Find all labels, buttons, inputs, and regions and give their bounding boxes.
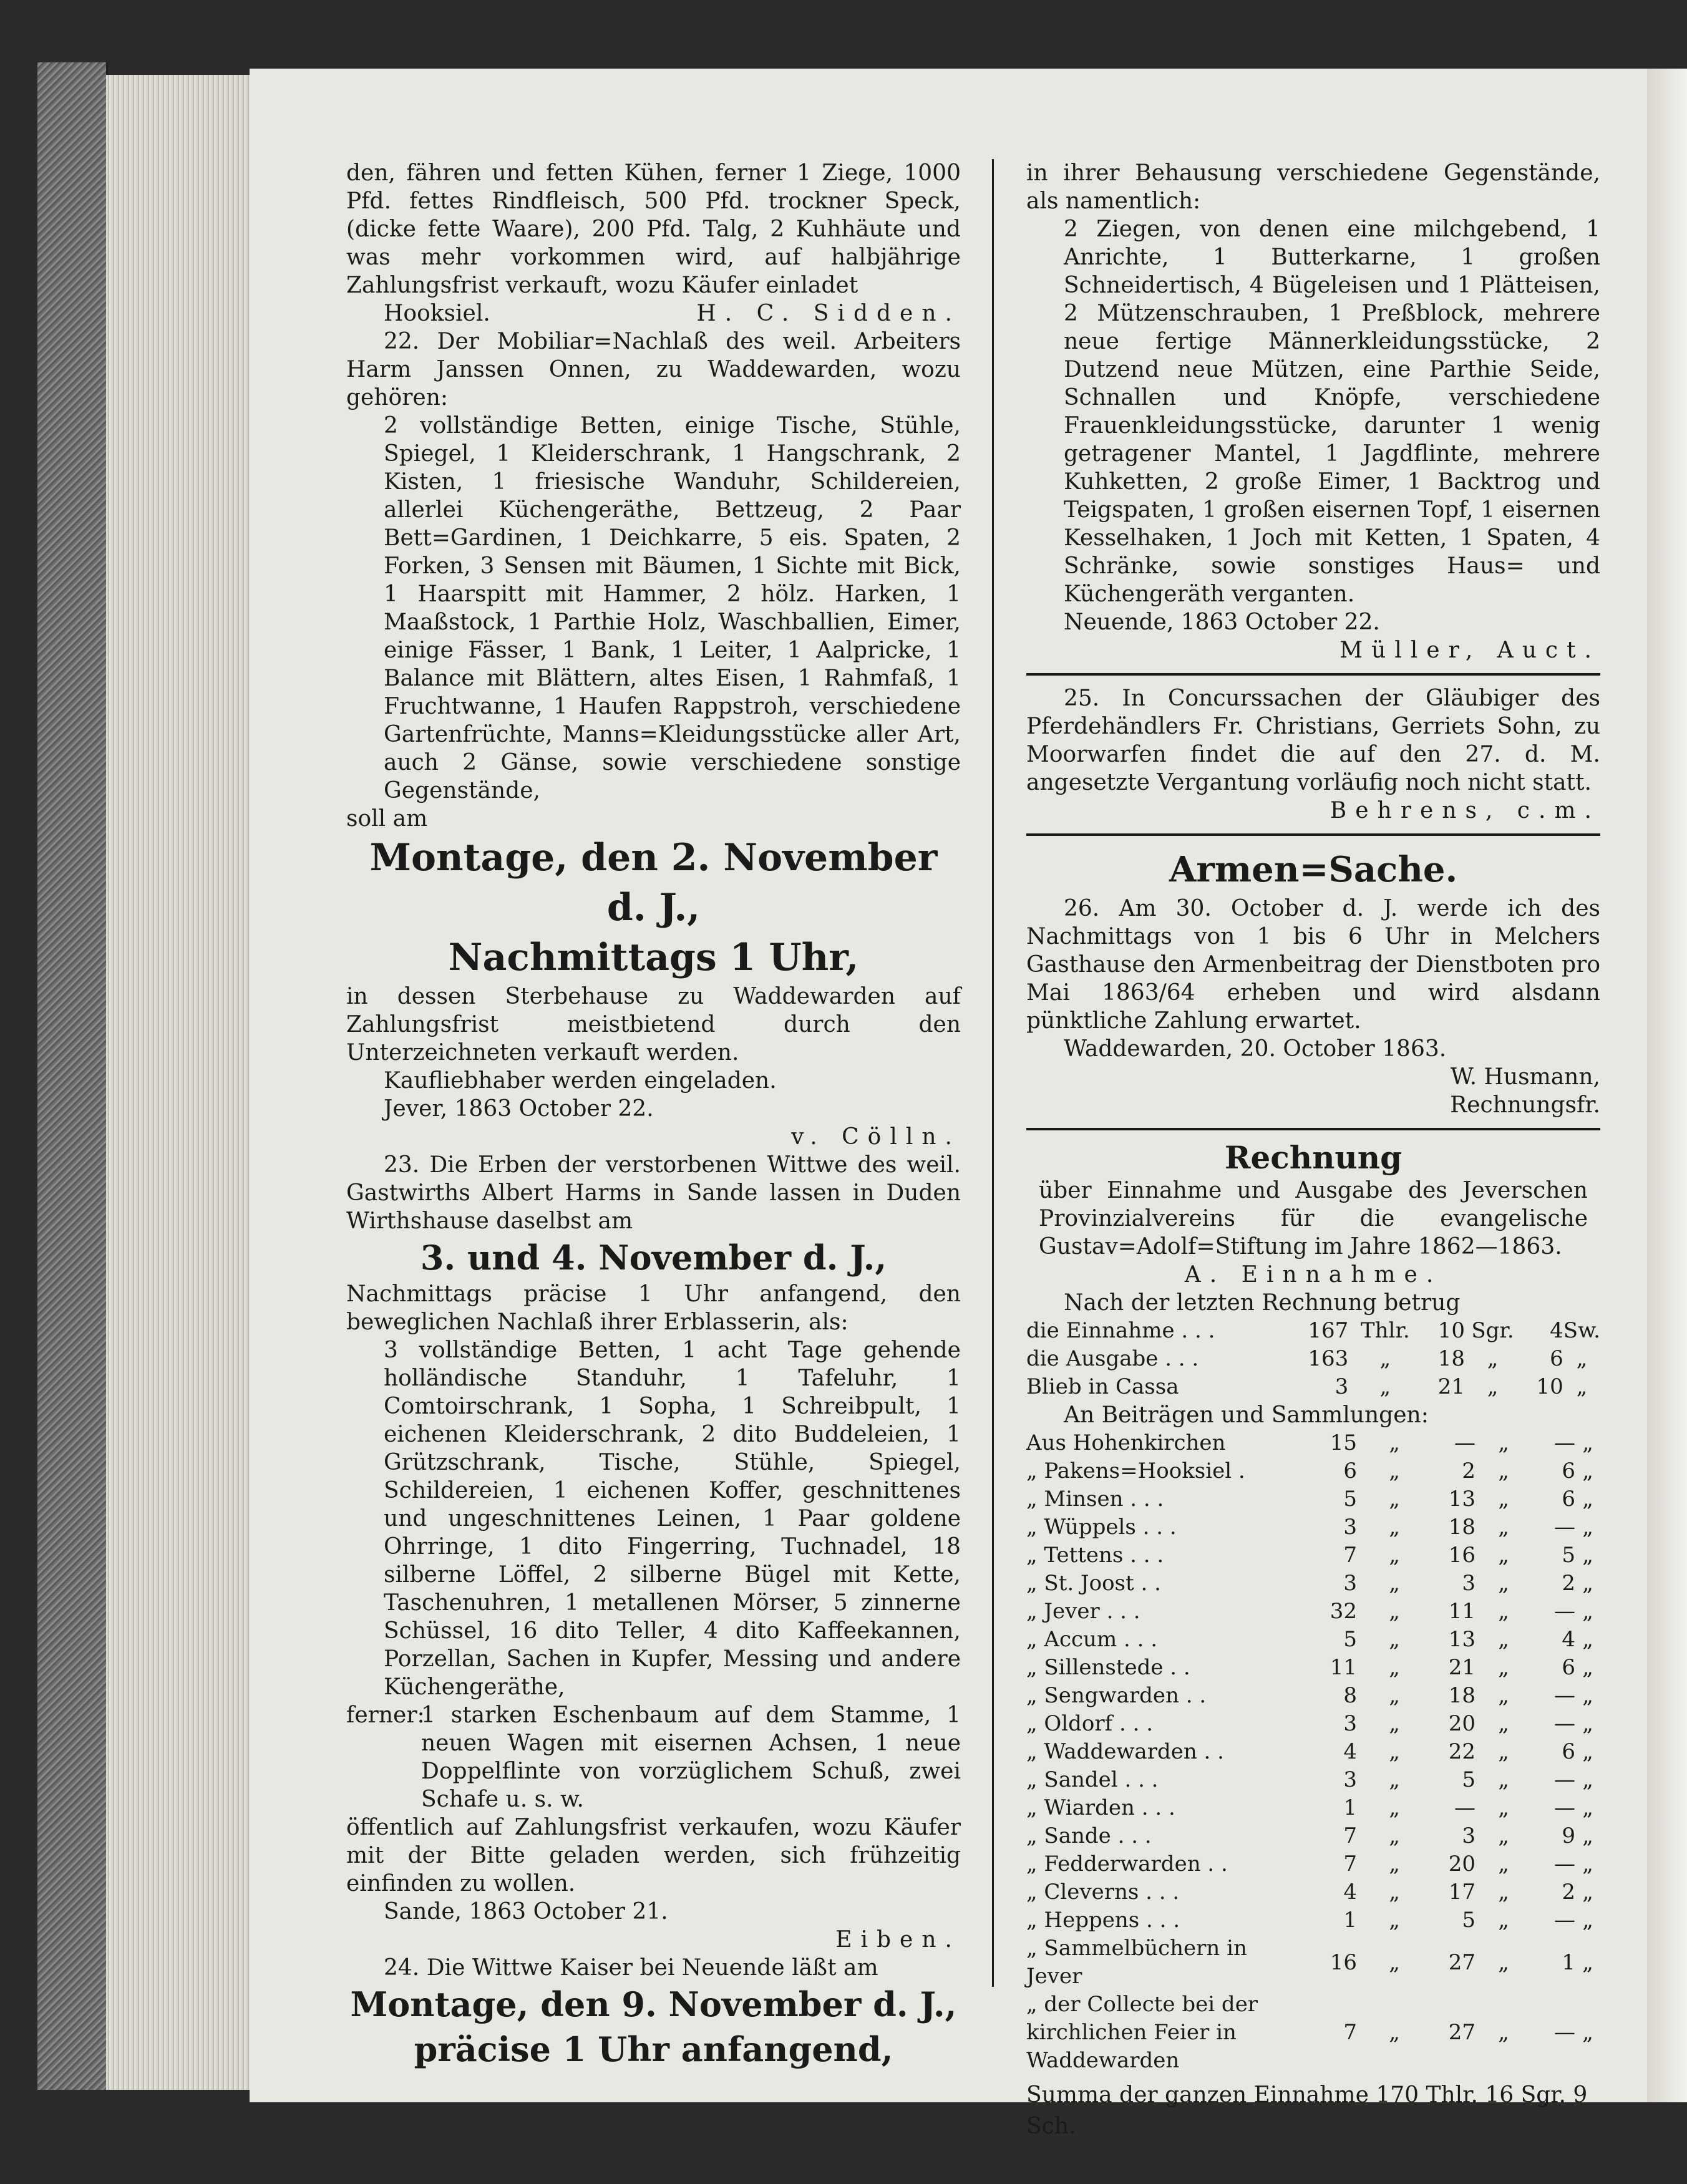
book-cover-edge bbox=[37, 62, 109, 2090]
account-cell-w: 6 bbox=[1562, 1739, 1575, 1764]
account-cell-u1: „ bbox=[1389, 1852, 1400, 1876]
notice-22-invite: Kaufliebhaber werden eingeladen. bbox=[384, 1068, 777, 1094]
account-cell-t: 15 bbox=[1330, 1430, 1357, 1455]
page-stack-edge bbox=[106, 75, 251, 2090]
notice-24-text: 24. Die Wittwe Kaiser bei Neuende läßt am bbox=[384, 1955, 878, 1981]
account-row bbox=[1026, 1682, 1600, 1710]
account-row bbox=[1026, 1570, 1600, 1598]
account-cell-u1: „ bbox=[1389, 1430, 1400, 1455]
sig-name: H. C. Sidden. bbox=[696, 301, 961, 326]
account-cell-w: — bbox=[1554, 1795, 1575, 1820]
account-cell-u2: „ bbox=[1498, 1795, 1509, 1820]
gutter-edge bbox=[1647, 69, 1687, 2102]
account-row bbox=[1026, 1654, 1600, 1682]
account-cell-u3: „ bbox=[1582, 1880, 1593, 1905]
account-cell-t: 3 bbox=[1343, 1767, 1357, 1792]
account-cell-u1: „ bbox=[1389, 1711, 1400, 1736]
account-cell-w: — bbox=[1554, 1683, 1575, 1708]
account-cell-u2: „ bbox=[1498, 1543, 1509, 1568]
account-cell-u1: „ bbox=[1389, 1627, 1400, 1652]
account-cell-u1: „ bbox=[1389, 2020, 1400, 2045]
account-cell-label: „ Sengwarden . . bbox=[1026, 1683, 1207, 1708]
account-cell-label: „ Accum . . . bbox=[1026, 1627, 1158, 1652]
account-cell-u1: „ bbox=[1389, 1908, 1400, 1933]
notice-24-date: Montage, den 9. November d. J., bbox=[350, 1984, 957, 2024]
account-cell-s: 20 bbox=[1448, 1711, 1476, 1736]
account-cell-w: — bbox=[1554, 1711, 1575, 1736]
ferner-text: 1 starken Eschenbaum auf dem Stamme, 1 neuen Wagen mit eisernen Achsen, 1 neue Doppelflinte von vorzüglichem Schuß, zwei Schafe u. s. w. bbox=[421, 1702, 961, 1812]
account-cell-t: 7 bbox=[1343, 2020, 1357, 2045]
account-cell-w: — bbox=[1554, 1852, 1575, 1876]
account-cell-label: „ Waddewarden . . bbox=[1026, 1739, 1224, 1764]
account-cell-t: 5 bbox=[1343, 1487, 1357, 1512]
account-cell-w: — bbox=[1554, 1430, 1575, 1455]
account-cell-u1: „ bbox=[1389, 1739, 1400, 1764]
account-cell-u3: „ bbox=[1582, 1683, 1593, 1708]
account-row bbox=[1026, 1317, 1600, 1345]
account-cell-u3: „ bbox=[1582, 1571, 1593, 1596]
notice-22-signature: v. Cölln. bbox=[791, 1124, 961, 1150]
account-cell-u2: „ bbox=[1498, 1458, 1509, 1483]
account-row bbox=[1026, 1345, 1600, 1373]
account-cell-t: 3 bbox=[1343, 1571, 1357, 1596]
balance-table bbox=[1026, 1317, 1600, 1401]
notice-26-text: 26. Am 30. October d. J. werde ich des Nachmittags von 1 bis 6 Uhr in Melchers Gasthause den Armenbeitrag der Dienstboten pro Mai 1863/64 erheben und wird alsdann pünktliche Zahlung erwartet. bbox=[1026, 896, 1600, 1034]
account-cell-u3: „ bbox=[1582, 1908, 1593, 1933]
notice-23-ferner bbox=[346, 1701, 961, 1813]
account-cell-u1: Thlr. bbox=[1360, 1318, 1410, 1343]
notice-26-signature-title: Rechnungsfr. bbox=[1450, 1092, 1600, 1118]
account-cell-u3: „ bbox=[1582, 1823, 1593, 1848]
account-cell-w: 6 bbox=[1562, 1487, 1575, 1512]
notice-23-text: 23. Die Erben der verstorbenen Wittwe des weil. Gastwirths Albert Harms in Sande lassen in Duden Wirthshause daselbst am bbox=[346, 1152, 961, 1234]
beitraege-line: An Beiträgen und Sammlungen: bbox=[1064, 1402, 1429, 1428]
account-cell-u3: „ bbox=[1582, 1711, 1593, 1736]
notice-22-soll: soll am bbox=[346, 806, 428, 832]
account-cell-w: 5 bbox=[1562, 1543, 1575, 1568]
account-cell-u3: „ bbox=[1582, 1430, 1593, 1455]
account-cell-u1: „ bbox=[1379, 1374, 1391, 1399]
account-cell-u3: „ bbox=[1582, 1458, 1593, 1483]
account-cell-u3: „ bbox=[1582, 1795, 1593, 1820]
account-cell-s: 5 bbox=[1462, 1908, 1476, 1933]
section-rule bbox=[1026, 833, 1600, 836]
account-cell-label: „ Pakens=Hooksiel . bbox=[1026, 1458, 1245, 1483]
account-row bbox=[1026, 1738, 1600, 1766]
account-row bbox=[1026, 1541, 1600, 1570]
notice-23-items: 3 vollständige Betten, 1 acht Tage gehende holländische Standuhr, 1 Tafeluhr, 1 Comtoirschrank, 1 Sopha, 1 Schreibpult, 1 eichenen Kleiderschrank, 2 dito Buddeleien, 1 Grützschrank, Tische, Stühle, Spiegel, Schildereien, 1 eichenen Koffer, geschnittenes und ungeschnittenes Leinen, 1 Paar goldene Ohrringe, 1 dito Fingerring, Tuchnadel, 18 silberne Löffel, 2 silberne Bügel mit Kette, Taschenuhren, 1 metallenen Mörser, 5 zinnerne Schüssel, 16 dito Teller, 4 dito Kaffeekannen, Porzellan, Sachen in Kupfer, Messing und andere Küchengeräthe, bbox=[384, 1337, 961, 1700]
account-row bbox=[1026, 1373, 1600, 1401]
account-cell-u1: „ bbox=[1389, 1823, 1400, 1848]
account-cell-s: 11 bbox=[1448, 1599, 1476, 1624]
account-cell-t: 3 bbox=[1343, 1711, 1357, 1736]
account-cell-s: 17 bbox=[1448, 1880, 1476, 1905]
account-cell-u1: „ bbox=[1389, 1515, 1400, 1540]
account-cell-u3: „ bbox=[1582, 1515, 1593, 1540]
account-cell-u3: Sw. bbox=[1563, 1318, 1600, 1343]
account-cell-u3: „ bbox=[1582, 1949, 1593, 1975]
account-cell-w: 2 bbox=[1562, 1880, 1575, 1905]
account-cell-w: 6 bbox=[1550, 1346, 1563, 1371]
notice-22-rest: in dessen Sterbehause zu Waddewarden auf Zahlungsfrist meistbietend durch den Unterzeichneten verkauft werden. bbox=[346, 984, 961, 1065]
account-cell-w: 4 bbox=[1562, 1627, 1575, 1652]
account-cell-u2: „ bbox=[1487, 1374, 1499, 1399]
account-cell-s: 3 bbox=[1462, 1571, 1476, 1596]
account-cell-label: „ Sande . . . bbox=[1026, 1823, 1152, 1848]
account-cell-u2: „ bbox=[1498, 1852, 1509, 1876]
account-row bbox=[1026, 1513, 1600, 1541]
account-cell-label: die Einnahme . . . bbox=[1026, 1318, 1215, 1343]
account-cell-u3: „ bbox=[1582, 1767, 1593, 1792]
account-cell-s: 27 bbox=[1448, 1949, 1476, 1975]
account-cell-w: 6 bbox=[1562, 1655, 1575, 1680]
account-row bbox=[1026, 1766, 1600, 1794]
account-cell-u1: „ bbox=[1389, 1655, 1400, 1680]
notice-25-text: 25. In Concurssachen der Gläubiger des Pferdehändlers Fr. Christians, Gerriets Sohn, zu Moorwarfen findet die auf den 27. d. M. angesetzte Vergantung vorläufig noch nicht statt. bbox=[1026, 686, 1600, 795]
notice-24-time: präcise 1 Uhr anfangend, bbox=[414, 2029, 893, 2069]
account-cell-t: 11 bbox=[1330, 1655, 1357, 1680]
account-row bbox=[1026, 1822, 1600, 1850]
account-cell-t: 5 bbox=[1343, 1627, 1357, 1652]
account-cell-label: „ Jever . . . bbox=[1026, 1599, 1140, 1624]
sig-place: Hooksiel. bbox=[384, 301, 490, 326]
section-a-heading: A. Einnahme. bbox=[1184, 1262, 1442, 1288]
notice-24-dateline: Neuende, 1863 October 22. bbox=[1064, 609, 1380, 635]
account-cell-s: 22 bbox=[1448, 1739, 1476, 1764]
account-cell-t: 7 bbox=[1343, 1852, 1357, 1876]
ferner-label: ferner: bbox=[346, 1702, 425, 1728]
account-row bbox=[1026, 1934, 1600, 1991]
account-cell-label: die Ausgabe . . . bbox=[1026, 1346, 1199, 1371]
rechnung-heading: Rechnung bbox=[1224, 1139, 1403, 1176]
account-cell-label: „ Minsen . . . bbox=[1026, 1487, 1164, 1512]
account-cell-label: „ Heppens . . . bbox=[1026, 1908, 1180, 1933]
notice-23-end: öffentlich auf Zahlungsfrist verkaufen, wozu Käufer mit der Bitte geladen werden, sich frühzeitig einfinden zu wollen. bbox=[346, 1815, 961, 1896]
notice-23-date: 3. und 4. November d. J., bbox=[420, 1238, 887, 1278]
account-row bbox=[1026, 1429, 1600, 1457]
account-cell-s: 13 bbox=[1448, 1627, 1476, 1652]
section-rule bbox=[1026, 673, 1600, 676]
account-cell-u3: „ bbox=[1582, 2020, 1593, 2045]
notice-22-text: 22. Der Mobiliar=Nachlaß des weil. Arbeiters Harm Janssen Onnen, zu Waddewarden, wozu gehören: bbox=[346, 329, 961, 410]
notice-21-signature bbox=[346, 299, 961, 328]
account-cell-s: 18 bbox=[1448, 1515, 1476, 1540]
notice-26-dateline: Waddewarden, 20. October 1863. bbox=[1064, 1036, 1447, 1062]
account-cell-t: 163 bbox=[1308, 1346, 1349, 1371]
account-cell-u2: „ bbox=[1498, 1683, 1509, 1708]
account-cell-u3: „ bbox=[1576, 1374, 1588, 1399]
account-cell-s: 21 bbox=[1448, 1655, 1476, 1680]
account-cell-w: — bbox=[1554, 1767, 1575, 1792]
account-cell-w: 10 bbox=[1536, 1374, 1563, 1399]
account-row bbox=[1026, 1598, 1600, 1626]
account-cell-w: — bbox=[1554, 1515, 1575, 1540]
account-cell-u3: „ bbox=[1582, 1627, 1593, 1652]
account-cell-s: 10 bbox=[1437, 1318, 1466, 1343]
account-cell-u2: Sgr. bbox=[1471, 1318, 1514, 1343]
account-cell-u2: „ bbox=[1498, 1515, 1509, 1540]
account-cell-u1: „ bbox=[1379, 1346, 1391, 1371]
account-cell-t: 4 bbox=[1343, 1739, 1357, 1764]
account-cell-s: 20 bbox=[1448, 1852, 1476, 1876]
account-cell-t: 3 bbox=[1335, 1374, 1349, 1399]
account-cell-u2: „ bbox=[1498, 1949, 1509, 1975]
notice-24-continued: in ihrer Behausung verschiedene Gegenstände, als namentlich: bbox=[1026, 160, 1600, 214]
account-cell-s: 18 bbox=[1448, 1683, 1476, 1708]
account-row bbox=[1026, 1906, 1600, 1934]
account-cell-u2: „ bbox=[1498, 1430, 1509, 1455]
column-divider bbox=[992, 159, 994, 1987]
account-cell-w: 9 bbox=[1562, 1823, 1575, 1848]
account-cell-w: — bbox=[1554, 2020, 1575, 2045]
account-cell-label: „ Wüppels . . . bbox=[1026, 1515, 1177, 1540]
account-cell-u1: „ bbox=[1389, 1949, 1400, 1975]
account-cell-s: 2 bbox=[1462, 1458, 1476, 1483]
account-cell-s: 27 bbox=[1448, 2020, 1476, 2045]
account-cell-t: 1 bbox=[1343, 1795, 1357, 1820]
account-cell-s: 21 bbox=[1437, 1374, 1466, 1399]
account-cell-u1: „ bbox=[1389, 1543, 1400, 1568]
account-cell-u3: „ bbox=[1582, 1852, 1593, 1876]
account-cell-label: „ Sandel . . . bbox=[1026, 1767, 1159, 1792]
notice-22-time: Nachmittags 1 Uhr, bbox=[448, 936, 859, 979]
account-row bbox=[1026, 1794, 1600, 1822]
account-cell-u1: „ bbox=[1389, 1458, 1400, 1483]
account-cell-w: 2 bbox=[1562, 1571, 1575, 1596]
account-cell-label: Aus Hohenkirchen bbox=[1026, 1430, 1226, 1455]
account-cell-w: 4 bbox=[1550, 1318, 1563, 1343]
notice-23-dateline: Sande, 1863 October 21. bbox=[384, 1899, 668, 1924]
account-cell-u3: „ bbox=[1582, 1599, 1593, 1624]
account-cell-u1: „ bbox=[1389, 1599, 1400, 1624]
account-cell-t: 6 bbox=[1343, 1458, 1357, 1483]
account-cell-label: „ Oldorf . . . bbox=[1026, 1711, 1154, 1736]
account-cell-u1: „ bbox=[1389, 1487, 1400, 1512]
account-cell-label: „ Fedderwarden . . bbox=[1026, 1852, 1228, 1876]
account-row bbox=[1026, 1626, 1600, 1654]
account-cell-w: — bbox=[1554, 1908, 1575, 1933]
account-cell-u2: „ bbox=[1498, 1599, 1509, 1624]
notice-23-rest: Nachmittags präcise 1 Uhr anfangend, den beweglichen Nachlaß ihrer Erblasserin, als: bbox=[346, 1281, 961, 1335]
account-cell-u3: „ bbox=[1582, 1543, 1593, 1568]
account-cell-label: „ Cleverns . . . bbox=[1026, 1880, 1180, 1905]
account-cell-u2: „ bbox=[1498, 1823, 1509, 1848]
notice-23-signature: Eiben. bbox=[835, 1927, 961, 1953]
account-cell-s: 5 bbox=[1462, 1767, 1476, 1792]
account-cell-label: „ Tettens . . . bbox=[1026, 1543, 1164, 1568]
account-cell-u2: „ bbox=[1498, 1739, 1509, 1764]
notice-22-date: Montage, den 2. November d. J., bbox=[369, 836, 938, 929]
account-cell-u2: „ bbox=[1498, 1880, 1509, 1905]
account-cell-label: „ Sillenstede . . bbox=[1026, 1655, 1190, 1680]
account-cell-s: — bbox=[1454, 1795, 1476, 1820]
account-cell-u2: „ bbox=[1498, 1767, 1509, 1792]
account-cell-w: 1 bbox=[1562, 1949, 1575, 1975]
account-cell-label: „ der Collecte bei der kirchlichen Feier in Waddewarden bbox=[1026, 1992, 1258, 2073]
account-cell-u2: „ bbox=[1498, 1655, 1509, 1680]
account-cell-u2: „ bbox=[1498, 1487, 1509, 1512]
summa-line: Summa der ganzen Einnahme 170 Thlr. 16 Sgr. 9 Sch. bbox=[1026, 2082, 1588, 2139]
account-cell-label: „ Sammelbüchern in Jever bbox=[1026, 1936, 1247, 1989]
account-cell-s: — bbox=[1454, 1430, 1476, 1455]
account-cell-u2: „ bbox=[1498, 2020, 1509, 2045]
account-cell-u1: „ bbox=[1389, 1571, 1400, 1596]
account-row bbox=[1026, 1457, 1600, 1485]
account-row bbox=[1026, 1850, 1600, 1878]
account-row bbox=[1026, 1991, 1600, 2075]
account-cell-u1: „ bbox=[1389, 1795, 1400, 1820]
account-cell-t: 3 bbox=[1343, 1515, 1357, 1540]
account-cell-t: 7 bbox=[1343, 1823, 1357, 1848]
account-cell-u1: „ bbox=[1389, 1767, 1400, 1792]
account-cell-u2: „ bbox=[1498, 1627, 1509, 1652]
account-cell-w: 6 bbox=[1562, 1458, 1575, 1483]
armen-heading: Armen=Sache. bbox=[1169, 849, 1458, 890]
account-cell-label: „ St. Joost . . bbox=[1026, 1571, 1161, 1596]
account-cell-t: 8 bbox=[1343, 1683, 1357, 1708]
account-cell-s: 18 bbox=[1437, 1346, 1466, 1371]
right-column bbox=[1026, 159, 1600, 2142]
contributions-table bbox=[1026, 1429, 1600, 2075]
account-cell-u3: „ bbox=[1582, 1655, 1593, 1680]
account-cell-s: 3 bbox=[1462, 1823, 1476, 1848]
account-cell-u2: „ bbox=[1487, 1346, 1499, 1371]
left-column bbox=[346, 159, 961, 2072]
account-cell-t: 7 bbox=[1343, 1543, 1357, 1568]
notice-24-signature: Müller, Auct. bbox=[1339, 638, 1600, 663]
account-cell-u1: „ bbox=[1389, 1683, 1400, 1708]
section-rule bbox=[1026, 1128, 1600, 1130]
rechnung-subtitle: über Einnahme und Ausgabe des Jeverschen Provinzialvereins für die evangelische Gustav=Adolf=Stiftung im Jahre 1862—1863. bbox=[1039, 1178, 1588, 1259]
account-cell-label: Blieb in Cassa bbox=[1026, 1374, 1179, 1399]
notice-24-items: 2 Ziegen, von denen eine milchgebend, 1 Anrichte, 1 Butterkarne, 1 großen Schneidertisch, 4 Bügeleisen und 1 Plätteisen, 2 Mützenschrauben, 1 Preßblock, mehrere neue fertige Männerkleidungsstücke, 2 Dutzend neue Mützen, eine Parthie Seide, Schnallen und Knöpfe, verschiedene Frauenkleidungsstücke, darunter 1 wenig getragener Mantel, 1 Jagdflinte, mehrere Kuhketten, 2 große Eimer, 1 Backtrog und Teigspaten, 1 großen eisernen Topf, 1 eisernen Kesselhaken, 1 Joch mit Ketten, 1 Spaten, 4 Schränke, sowie sonstiges Haus= und Küchengeräth verganten. bbox=[1064, 216, 1600, 607]
account-row bbox=[1026, 1485, 1600, 1513]
account-cell-u2: „ bbox=[1498, 1908, 1509, 1933]
account-cell-t: 4 bbox=[1343, 1880, 1357, 1905]
account-cell-u3: „ bbox=[1576, 1346, 1588, 1371]
account-cell-u1: „ bbox=[1389, 1880, 1400, 1905]
account-cell-t: 32 bbox=[1330, 1599, 1357, 1624]
account-row bbox=[1026, 1878, 1600, 1906]
notice-22-dateline: Jever, 1863 October 22. bbox=[384, 1096, 654, 1122]
notice-26-signature-name: W. Husmann, bbox=[1450, 1064, 1600, 1090]
account-cell-u2: „ bbox=[1498, 1571, 1509, 1596]
account-cell-t: 16 bbox=[1330, 1949, 1357, 1975]
account-cell-w: — bbox=[1554, 1599, 1575, 1624]
account-cell-t: 1 bbox=[1343, 1908, 1357, 1933]
account-cell-t: 167 bbox=[1308, 1318, 1349, 1343]
account-cell-u3: „ bbox=[1582, 1739, 1593, 1764]
account-cell-u2: „ bbox=[1498, 1711, 1509, 1736]
account-cell-s: 16 bbox=[1448, 1543, 1476, 1568]
account-cell-u3: „ bbox=[1582, 1487, 1593, 1512]
account-cell-label: „ Wiarden . . . bbox=[1026, 1795, 1175, 1820]
account-cell-s: 13 bbox=[1448, 1487, 1476, 1512]
notice-21-text: den, fähren und fetten Kühen, ferner 1 Ziege, 1000 Pfd. fettes Rindfleisch, 500 Pfd. trockner Speck, (dicke fette Waare), 200 Pfd. Talg, 2 Kuhhäute und was mehr vorkommen wird, auf halbjährige Zahlungsfrist verkauft, wozu Käufer einladet bbox=[346, 160, 961, 298]
notice-25-signature: Behrens, c.m. bbox=[1330, 798, 1600, 823]
account-row bbox=[1026, 1710, 1600, 1738]
nach-line: Nach der letzten Rechnung betrug bbox=[1064, 1290, 1461, 1316]
notice-22-items: 2 vollständige Betten, einige Tische, Stühle, Spiegel, 1 Kleiderschrank, 1 Hangschrank, 2 Kisten, 1 friesische Wanduhr, Schildereien, allerlei Küchengeräthe, Bettzeug, 2 Paar Bett=Gardinen, 1 Deichkarre, 5 eis. Spaten, 2 Forken, 3 Sensen mit Bäumen, 1 Sichte mit Bick, 1 Haarspitt mit Hammer, 2 hölz. Harken, 1 Maaßstock, 1 Parthie Holz, Waschballien, Eimer, einige Fässer, 1 Bank, 1 Leiter, 1 Aalpricke, 1 Balance mit Blättern, altes Eisen, 1 Rahmfaß, 1 Fruchtwanne, 1 Haufen Rappstroh, verschiedene Gartenfrüchte, Manns=Kleidungsstücke aller Art, auch 2 Gänse, sowie verschiedene sonstige Gegenstände, bbox=[384, 413, 961, 803]
